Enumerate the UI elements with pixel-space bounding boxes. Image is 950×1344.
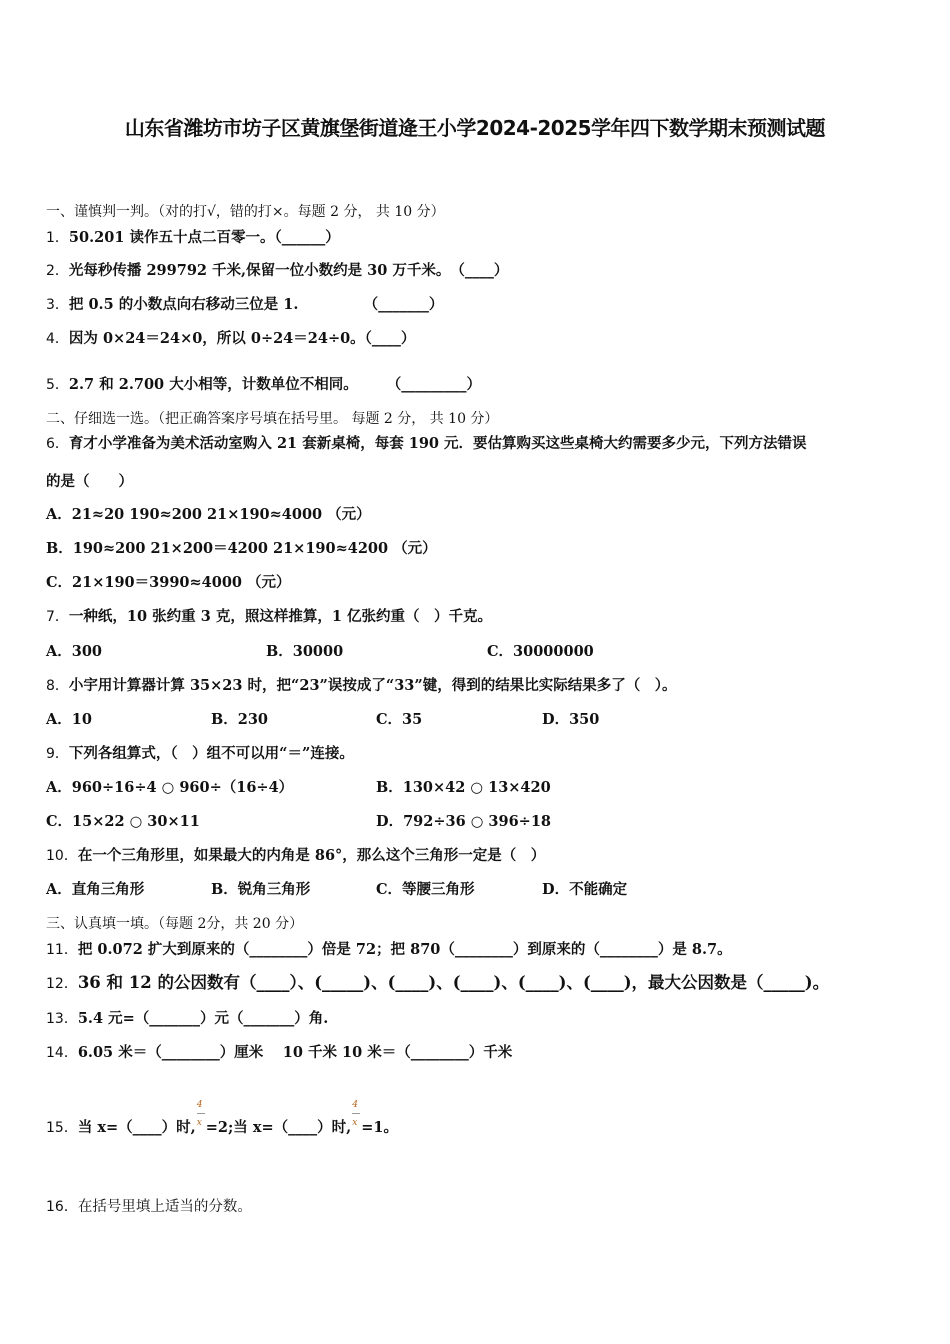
question-text-part2: =2;当 x=（____）时,: [205, 1119, 352, 1136]
question-text: 小宇用计算器计算 35×23 时，把“23”误按成了“33”键，得到的结果比实际结果多了（ ）。: [68, 677, 677, 694]
question-text: 2.7 和 2.700 大小相等，计数单位不相同。 （_________）: [68, 376, 481, 393]
question-number: 7．: [46, 609, 69, 625]
question-text-part3: =1。: [361, 1119, 398, 1136]
option-8d: D．350: [542, 711, 600, 728]
option-10b: B．锐角三角形: [211, 881, 311, 898]
question-number: 11．: [46, 942, 78, 958]
question-text: 一种纸，10 张约重 3 克，照这样推算，1 亿张约重（ ）千克。: [68, 608, 492, 625]
fraction-denominator: x: [352, 1118, 358, 1128]
question-text: 育才小学准备为美术活动室购入 21 套新桌椅，每套 190 元．要估算购买这些桌椅大约需要多少元，下列方法错误: [68, 435, 807, 452]
question-number: 6．: [46, 436, 69, 452]
question-16: [46, 1197, 252, 1217]
option-7b: B．30000: [266, 643, 344, 660]
question-text: 6.05 米＝（________）厘米 10 千米 10 米＝（________）千米: [77, 1044, 513, 1061]
fraction-numerator: 4: [196, 1100, 203, 1110]
question-text: 下列各组算式，（ ）组不可以用“＝”连接。: [68, 745, 354, 762]
question-9: [46, 744, 354, 764]
question-number: 14．: [46, 1045, 78, 1061]
question-number: 16．: [46, 1199, 78, 1215]
option-6a: A．21≈20 190≈200 21×190≈4000 （元）: [46, 506, 371, 523]
question-text: 在一个三角形里，如果最大的内角是 86°，那么这个三角形一定是（ ）: [77, 847, 546, 864]
option-6c: C．21×190＝3990≈4000 （元）: [46, 574, 291, 591]
question-text: 把 0.072 扩大到原来的（________）倍是 72；把 870（________）到原来的（________）是 8.7。: [77, 941, 732, 958]
question-7: [46, 607, 492, 627]
fraction-numerator: 4: [352, 1100, 358, 1110]
question-12: [46, 973, 829, 994]
option-8c: C．35: [376, 711, 423, 728]
question-1: [46, 228, 340, 248]
fraction-4-over-x: [197, 1100, 205, 1136]
question-text: 把 0.5 的小数点向右移动三位是 1. （_______）: [68, 296, 444, 313]
question-number: 12．: [46, 976, 78, 992]
question-number: 10．: [46, 848, 78, 864]
question-text: 5.4 元=（_______）元（_______）角.: [77, 1010, 329, 1027]
question-2: [46, 261, 508, 281]
option-10a: A．直角三角形: [46, 881, 145, 898]
option-9d: D．792÷36 ○ 396÷18: [376, 813, 552, 830]
question-text-part1: 当 x=（____）时,: [77, 1119, 196, 1136]
section-heading-2: 二、仔细选一选。（把正确答案序号填在括号里。 每题 2 分， 共 10 分）: [46, 411, 499, 427]
option-8a: A．10: [46, 711, 92, 728]
fraction-bar: [197, 1113, 205, 1114]
question-text: 因为 0×24＝24×0，所以 0÷24＝24÷0。（____）: [68, 330, 416, 347]
question-6-continuation: 的是（ ）: [46, 473, 133, 490]
question-text: 光每秒传播 299792 千米,保留一位小数约是 30 万千米。 （____）: [68, 262, 509, 279]
option-7a: A．300: [46, 643, 103, 660]
question-15: [46, 1100, 398, 1146]
option-9a: A．960÷16÷4 ○ 960÷（16÷4）: [46, 779, 294, 796]
section-heading-3: 三、认真填一填。（每题 2分，共 20 分）: [46, 916, 304, 932]
question-3: [46, 295, 443, 315]
question-text: 50.201 读作五十点二百零一。（______）: [68, 229, 340, 246]
question-number: 2．: [46, 263, 69, 279]
question-number: 3．: [46, 297, 69, 313]
fraction-denominator: x: [196, 1118, 202, 1128]
option-6b: B．190≈200 21×200＝4200 21×190≈4200 （元）: [46, 540, 437, 557]
option-10d: D．不能确定: [542, 881, 628, 898]
question-text: 在括号里填上适当的分数。: [77, 1199, 252, 1215]
question-number: 15．: [46, 1120, 78, 1136]
question-number: 8．: [46, 678, 69, 694]
question-number: 4．: [46, 331, 69, 347]
option-9b: B．130×42 ○ 13×420: [376, 779, 551, 796]
question-number: 1．: [46, 230, 69, 246]
question-text: 36 和 12 的公因数有（____）、(_____)、(____)、(____)、(____)、(____)，最大公因数是（_____)。: [77, 973, 830, 992]
question-number: 9．: [46, 746, 69, 762]
question-13: [46, 1009, 328, 1029]
question-11: [46, 940, 732, 960]
option-7c: C．30000000: [487, 643, 594, 660]
fraction-4-over-x: [352, 1100, 360, 1136]
question-4: [46, 329, 415, 349]
option-10c: C．等腰三角形: [376, 881, 475, 898]
question-5: [46, 375, 481, 395]
question-6: [46, 434, 807, 454]
fraction-bar: [352, 1113, 360, 1114]
section-heading-1: 一、谨慎判一判。（对的打√，错的打×。每题 2 分， 共 10 分）: [46, 204, 445, 220]
question-10: [46, 846, 545, 866]
question-8: [46, 676, 677, 696]
question-14: [46, 1043, 512, 1063]
question-number: 13．: [46, 1011, 78, 1027]
option-8b: B．230: [211, 711, 269, 728]
option-9c: C．15×22 ○ 30×11: [46, 813, 200, 830]
question-number: 5．: [46, 377, 69, 393]
page-title: 山东省潍坊市坊子区黄旗堡街道逄王小学2024-2025学年四下数学期末预测试题: [124, 116, 826, 140]
